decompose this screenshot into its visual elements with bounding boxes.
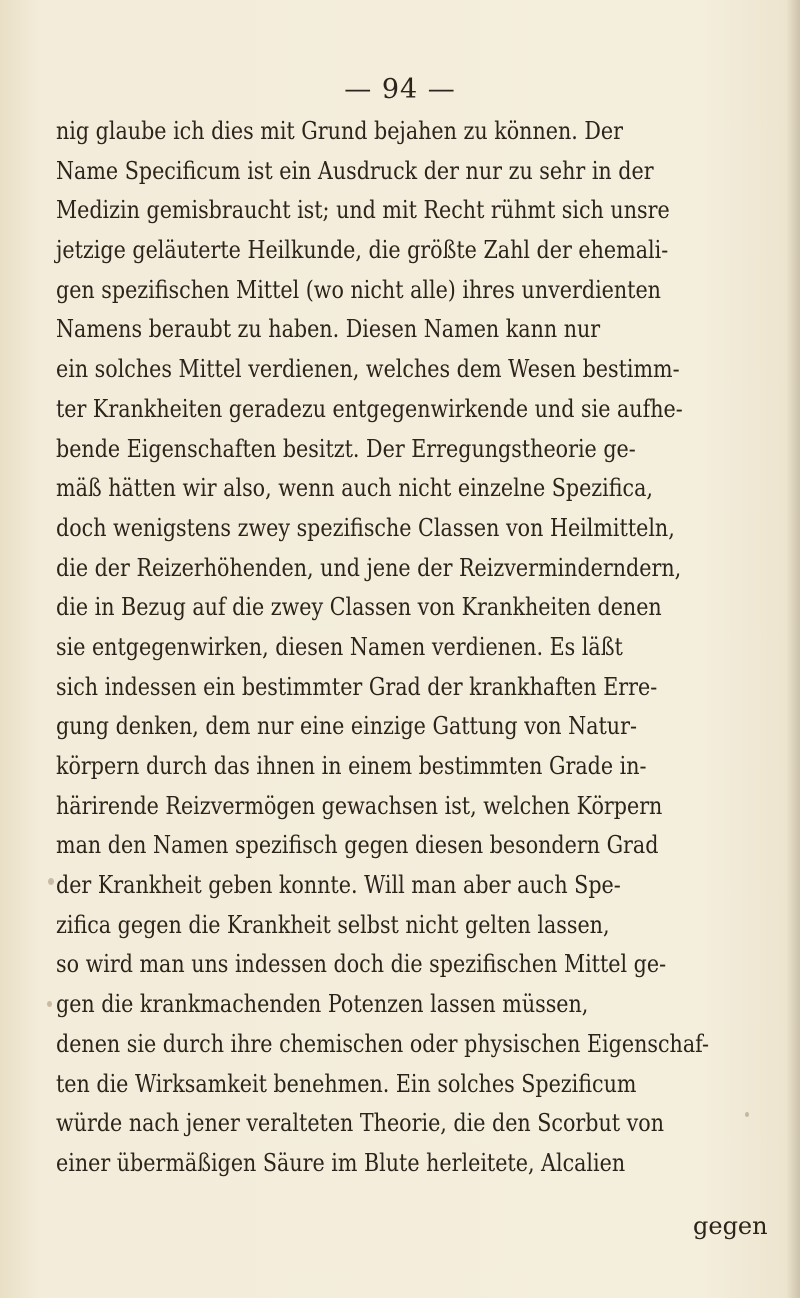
text-line: gen die krankmachenden Potenzen lassen müssen,	[56, 990, 589, 1019]
text-line: würde nach jener veralteten Theorie, die den Scorbut von	[56, 1109, 665, 1138]
paper-spot	[745, 1112, 749, 1117]
text-line: gung denken, dem nur eine einzige Gattung von Natur-	[56, 712, 637, 741]
text-line: sie entgegenwirken, diesen Namen verdienen. Es läßt	[56, 632, 623, 661]
text-line: sich indessen ein bestimmter Grad der krankhaften Erre-	[56, 672, 658, 701]
text-line: die in Bezug auf die zwey Classen von Krankheiten denen	[56, 593, 662, 622]
text-line: jetzige geläuterte Heilkunde, die größte Zahl der ehemali-	[56, 236, 669, 265]
text-line: ten die Wirksamkeit benehmen. Ein solches Spezificum	[56, 1069, 637, 1098]
page-edge-shadow	[786, 0, 800, 1298]
text-line: mäß hätten wir also, wenn auch nicht einzelne Spezifica,	[56, 474, 653, 503]
text-line: Name Specificum ist ein Ausdruck der nur zu sehr in der	[56, 156, 654, 185]
text-line: körpern durch das ihnen in einem bestimmten Grade in-	[56, 752, 647, 780]
page-number: — 94 —	[344, 74, 456, 105]
text-line: bende Eigenschaften besitzt. Der Erregungstheorie ge-	[56, 434, 636, 463]
text-line: der Krankheit geben konnte. Will man aber auch Spe-	[56, 871, 621, 900]
text-line: so wird man uns indessen doch die spezifischen Mittel ge-	[56, 950, 667, 979]
catchword: gegen	[693, 1212, 768, 1240]
text-line: denen sie durch ihre chemischen oder physischen Eigenschaf-	[56, 1029, 710, 1058]
paper-spot	[47, 1001, 52, 1007]
text-line: Medizin gemisbraucht ist; und mit Recht rühmt sich unsre	[56, 196, 670, 225]
text-line: nig glaube ich dies mit Grund bejahen zu können. Der	[56, 117, 624, 145]
body-text	[56, 112, 710, 1184]
text-line: ein solches Mittel verdienen, welches dem Wesen bestimm-	[56, 355, 680, 384]
text-line: härirende Reizvermögen gewachsen ist, welchen Körpern	[56, 791, 663, 820]
text-line: ter Krankheiten geradezu entgegenwirkende und sie aufhe-	[56, 394, 683, 423]
text-line: einer übermäßigen Säure im Blute herleitete, Alcalien	[56, 1148, 626, 1177]
text-line: Namens beraubt zu haben. Diesen Namen kann nur	[56, 315, 601, 344]
text-line: gen spezifischen Mittel (wo nicht alle) ihres unverdienten	[56, 275, 661, 304]
text-line: zifica gegen die Krankheit selbst nicht gelten lassen,	[56, 910, 610, 939]
text-line: doch wenigstens zwey spezifische Classen von Heilmitteln,	[56, 513, 675, 542]
paper-spot	[48, 878, 54, 885]
text-line: die der Reizerhöhenden, und jene der Reizverminderndern,	[56, 553, 682, 582]
text-line: man den Namen spezifisch gegen diesen besondern Grad	[56, 831, 659, 860]
